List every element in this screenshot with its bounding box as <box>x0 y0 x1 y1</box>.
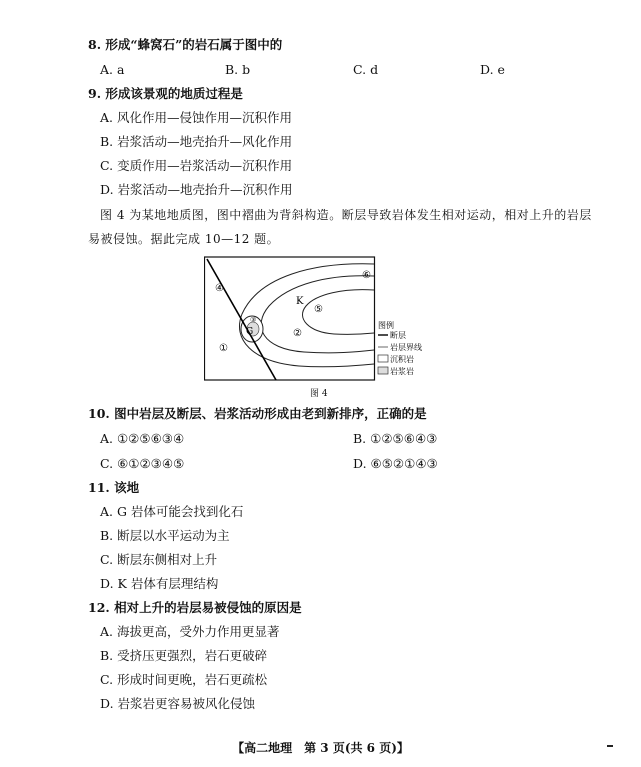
q9-option-c: C. 变质作用—岩浆活动—沉积作用 <box>100 158 293 173</box>
q12-option-b: B. 受挤压更强烈，岩石更破碎 <box>100 648 268 663</box>
intro-line-1: 图 4 为某地地质图，图中褶曲为背斜构造。断层导致岩体发生相对运动，相对上升的岩层 <box>100 208 592 222</box>
q8-option-a: A. a <box>100 62 125 77</box>
q10-option-a: A. ①②⑤⑥③④ <box>100 431 185 446</box>
q8-option-d: D. e <box>480 62 505 77</box>
q12-option-d: D. 岩浆岩更容易被风化侵蚀 <box>100 696 256 711</box>
label-1: ① <box>219 343 228 354</box>
legend-title: 图例 <box>378 321 394 330</box>
q12-option-c: C. 形成时间更晚，岩石更疏松 <box>100 672 268 687</box>
q10-option-d: D. ⑥⑤②①④③ <box>353 456 438 471</box>
q11-option-a: A. G 岩体可能会找到化石 <box>100 504 244 519</box>
q11-stem: 11. 该地 <box>88 480 140 495</box>
legend-magmatic-symbol <box>378 367 388 374</box>
q9-option-d: D. 岩浆活动—地壳抬升—沉积作用 <box>100 182 293 197</box>
label-g: G <box>246 327 254 337</box>
legend-sedimentary: 沉积岩 <box>390 355 414 364</box>
intro-line-2: 易被侵蚀。据此完成 10—12 题。 <box>88 232 280 246</box>
map-frame <box>205 257 375 380</box>
label-4: ④ <box>215 283 224 294</box>
label-2: ② <box>293 328 302 339</box>
label-5: ⑤ <box>314 304 323 315</box>
corner-mark <box>607 745 613 747</box>
legend-boundary: 岩层界线 <box>390 343 422 352</box>
legend-fault: 断层 <box>390 331 406 340</box>
q11-option-b: B. 断层以水平运动为主 <box>100 528 230 543</box>
q11-option-c: C. 断层东侧相对上升 <box>100 552 218 567</box>
q8-stem: 8. 形成“蜂窝石”的岩石属于图中的 <box>88 37 283 52</box>
q8-option-c: C. d <box>353 62 379 77</box>
label-3: ③ <box>250 316 257 324</box>
geologic-map-figure <box>204 254 444 384</box>
legend-sedimentary-symbol <box>378 355 388 362</box>
q8-option-b: B. b <box>225 62 251 77</box>
q10-stem: 10. 图中岩层及断层、岩浆活动形成由老到新排序，正确的是 <box>88 406 427 421</box>
q12-stem: 12. 相对上升的岩层易被侵蚀的原因是 <box>88 600 302 615</box>
q10-option-c: C. ⑥①②③④⑤ <box>100 456 185 471</box>
page-footer: 【高二地理 第 3 页(共 6 页)】 <box>232 741 409 755</box>
q9-option-b: B. 岩浆活动—地壳抬升—风化作用 <box>100 134 293 149</box>
q11-option-d: D. K 岩体有层理结构 <box>100 576 219 591</box>
q12-option-a: A. 海拔更高，受外力作用更显著 <box>100 624 280 639</box>
label-6: ⑥ <box>362 270 371 281</box>
q10-option-b: B. ①②⑤⑥④③ <box>353 431 438 446</box>
figure-caption: 图 4 <box>310 389 328 399</box>
label-k: K <box>296 296 304 307</box>
legend-magmatic: 岩浆岩 <box>390 367 414 376</box>
q9-stem: 9. 形成该景观的地质过程是 <box>88 86 243 101</box>
q9-option-a: A. 风化作用—侵蚀作用—沉积作用 <box>100 110 292 125</box>
